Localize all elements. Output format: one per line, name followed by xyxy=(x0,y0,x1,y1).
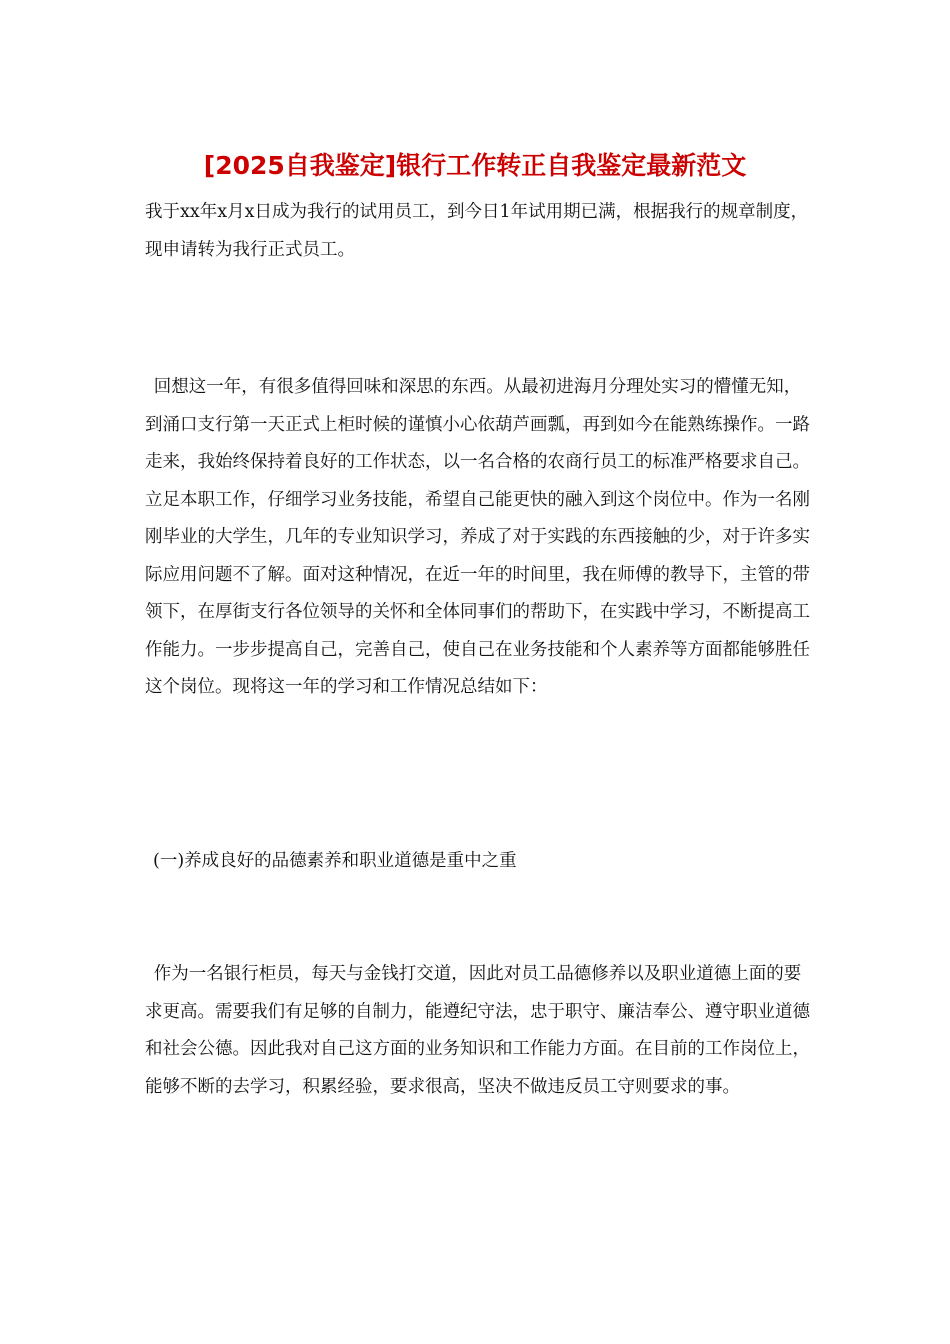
ethics-paragraph: 作为一名银行柜员，每天与金钱打交道，因此对员工品德修养以及职业道德上面的要求更高。需要我们有足够的自制力，能遵纪守法，忠于职守、廉洁奉公、遵守职业道德和社会公德。因此我对自己这方面的业务知识和工作能力方面。在目前的工作岗位上，能够不断的去学习，积累经验，要求很高，坚决不做违反员工守则要求的事。 xyxy=(145,964,810,1097)
review-paragraph: 回想这一年，有很多值得回味和深思的东西。从最初进海月分理处实习的懵懂无知，到涌口支行第一天正式上柜时候的谨慎小心依葫芦画瓢，再到如今在能熟练操作。一路走来，我始终保持着良好的工作状态，以一名合格的农商行员工的标准严格要求自己。立足本职工作，仔细学习业务技能，希望自己能更快的融入到这个岗位中。作为一名刚刚毕业的大学生，几年的专业知识学习，养成了对于实践的东西接触的少，对于许多实际应用问题不了解。面对这种情况，在近一年的时间里，我在师傅的教导下，主管的带领下，在厚街支行各位领导的关怀和全体同事们的帮助下，在实践中学习，不断提高工作能力。一步步提高自己，完善自己，使自己在业务技能和个人素养等方面都能够胜任这个岗位。现将这一年的学习和工作情况总结如下： xyxy=(145,377,810,697)
document-title: [2025自我鉴定]银行工作转正自我鉴定最新范文 xyxy=(203,151,747,180)
section-heading-1: (一)养成良好的品德素养和职业道德是重中之重 xyxy=(153,851,517,871)
intro-paragraph: 我于xx年x月x日成为我行的试用员工，到今日1年试用期已满，根据我行的规章制度，现申请转为我行正式员工。 xyxy=(145,202,809,260)
